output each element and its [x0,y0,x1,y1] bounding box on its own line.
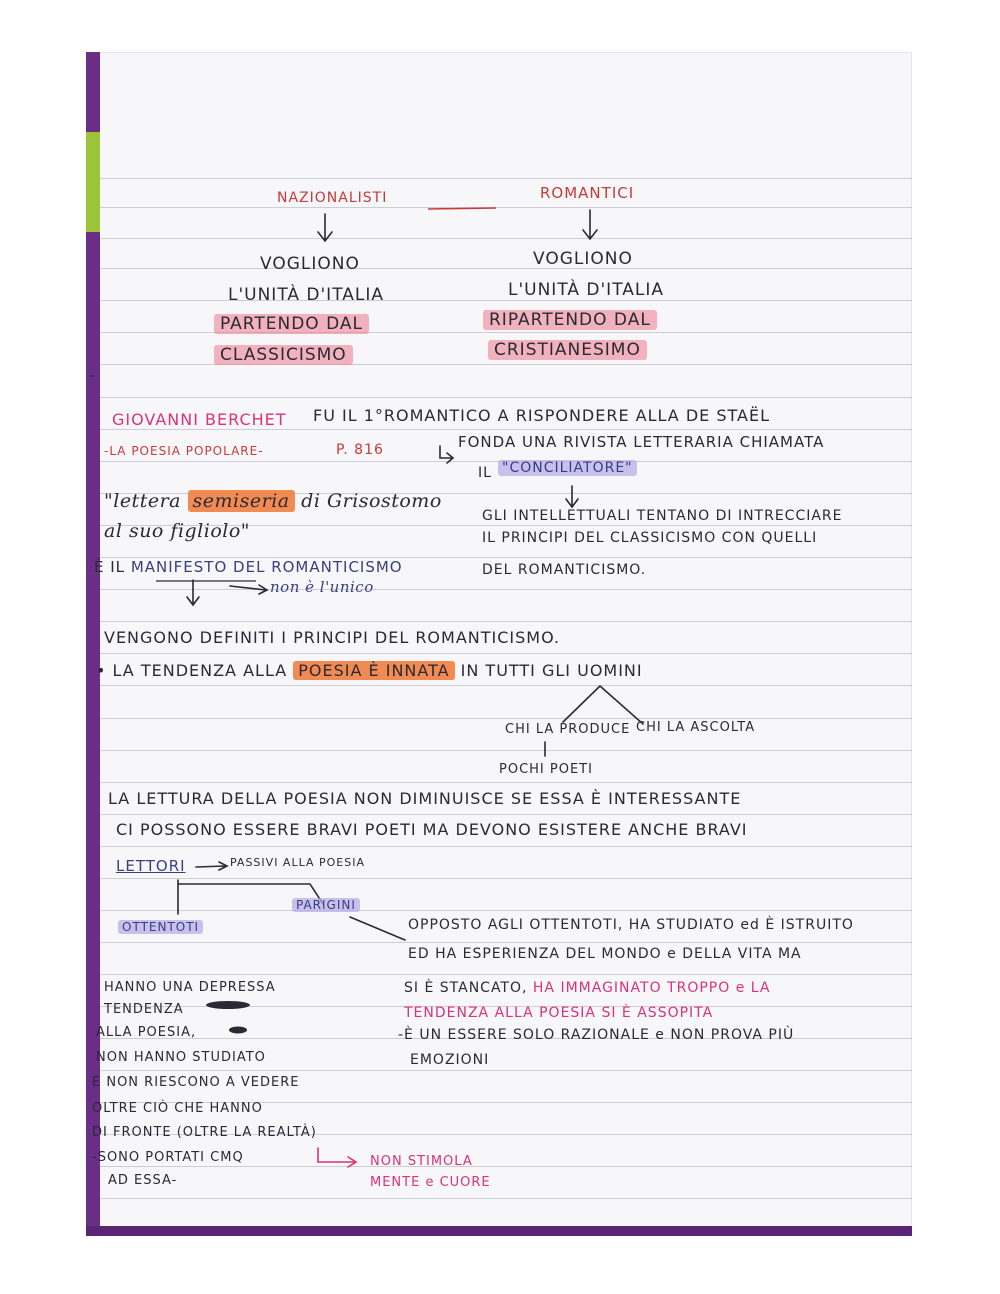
ottentoti-line9: AD ESSA- [108,1173,178,1188]
passivi-label: PASSIVI ALLA POESIA [230,856,365,869]
nazionalisti-line1: VOGLIONO [260,254,360,274]
manifesto-line [94,558,403,576]
lettura-line2: CI POSSONO ESSERE BRAVI POETI MA DEVONO ESISTERE ANCHE BRAVI [116,820,748,839]
parigini-line3a: SI È STANCATO, [404,980,528,996]
highlight-semiseria: semiseria [188,490,295,512]
berchet-name: GIOVANNI BERCHET [112,410,287,429]
arrow-down-icon [318,214,332,241]
ottentoti-label [118,920,203,934]
lettera-prefix: "lettera [104,490,181,512]
chi-la-produce: CHI LA PRODUCE [505,722,631,737]
header-underline [428,208,496,209]
intellettuali-line1: GLI INTELLETTUALI TENTANO DI INTRECCIARE [482,508,843,524]
ottentoti-line8: -SONO PORTATI CMQ [92,1150,244,1165]
intellettuali-line2: IL PRINCIPI DEL CLASSICISMO CON QUELLI [482,530,818,546]
highlight-poesia-innata: POESIA È INNATA [293,661,454,680]
parigini-line5: -È UN ESSERE SOLO RAZIONALE e NON PROVA PIÙ [398,1027,795,1043]
arrow-right-icon [230,585,267,594]
ottentoti-line1: HANNO UNA DEPRESSA [104,980,276,995]
lettera-line2: al suo figliolo" [104,520,251,542]
lettura-line1: LA LETTURA DELLA POESIA NON DIMINUISCE SE ESSA È INTERESSANTE [108,789,742,808]
scribble-mark [206,1001,250,1009]
parigini-line3 [404,980,770,996]
highlight-classicismo: CLASSICISMO [214,345,353,365]
romantici-header: ROMANTICI [540,184,635,202]
principi-heading: VENGONO DEFINITI I PRINCIPI DEL ROMANTICISMO. [104,628,561,647]
ottentoti-line2: TENDENZA [104,1002,184,1017]
parigini-line6: EMOZIONI [410,1052,490,1068]
non-stimola-line1: NON STIMOLA [370,1154,473,1169]
hook-arrow-icon [440,446,453,463]
arrow-right-icon [196,862,227,870]
romantici-line1: VOGLIONO [533,249,633,269]
parigini-line1: OPPOSTO AGLI OTTENTOTI, HA STUDIATO ed È ISTRUITO [408,917,854,933]
arrow-down-icon [583,210,597,239]
parigini-line2: ED HA ESPERIENZA DEL MONDO e DELLA VITA MA [408,946,802,962]
lettera-line1 [104,490,442,512]
parigini-line4: TENDENZA ALLA POESIA SI È ASSOPITA [404,1005,714,1021]
highlight-parigini: PARIGINI [292,898,360,912]
ottentoti-line7: DI FRONTE (OLTRE LA REALTÀ) [92,1125,317,1140]
highlight-conciliatore: "CONCILIATORE" [498,460,637,476]
principi-bullet [96,661,643,680]
ottentoti-line6: OLTRE CIÒ CHE HANNO [92,1101,263,1116]
ottentoti-line5: E NON RIESCONO A VEDERE [92,1075,300,1090]
page-reference: P. 816 [336,442,384,458]
parigini-label [292,898,360,912]
il-label: IL [478,465,492,481]
pochi-poeti: POCHI POETI [499,762,593,777]
poesia-popolare: -LA POESIA POPOLARE- [104,444,264,458]
romantici-line3 [483,310,657,330]
romantici-line2: L'UNITÀ D'ITALIA [508,280,665,300]
scribble-mark [229,1027,247,1034]
connector-line [350,917,405,940]
nazionalisti-line3 [214,314,369,334]
ottentoti-line3: ALLA POESIA, [96,1025,197,1040]
bullet-prefix: • LA TENDENZA ALLA [96,661,288,680]
branch-lines [563,686,643,724]
highlight-cristianesimo: CRISTIANESIMO [488,340,647,360]
nazionalisti-line4 [214,345,353,365]
highlight-partendo: PARTENDO DAL [214,314,369,334]
conciliatore-title [498,460,637,476]
arrow-down-icon [566,486,578,507]
arrow-down-icon [187,580,199,605]
intellettuali-line3: DEL ROMANTICISMO. [482,562,647,578]
ottentoti-line4: NON HANNO STUDIATO [96,1050,266,1065]
manifesto-prefix: È IL [94,558,126,576]
nazionalisti-header: NAZIONALISTI [277,190,388,206]
berchet-sentence: FU IL 1°ROMANTICO A RISPONDERE ALLA DE STAËL [313,406,770,425]
non-stimola-line2: MENTE e CUORE [370,1175,491,1190]
bullet-suffix: IN TUTTI GLI UOMINI [460,661,643,680]
lettori-label: LETTORI [116,857,186,875]
lettera-suffix: di Grisostomo [301,490,442,512]
manifesto-suffix: DEL ROMANTICISMO [233,558,403,576]
manifesto-word: MANIFESTO [130,558,228,576]
parigini-line3b: HA IMMAGINATO TROPPO e LA [532,980,771,996]
highlight-ripartendo: RIPARTENDO DAL [483,310,657,330]
hook-arrow-icon [318,1148,356,1167]
highlight-ottentoti: OTTENTOTI [118,920,203,934]
chi-la-ascolta: CHI LA ASCOLTA [636,720,756,735]
fonda-rivista: FONDA UNA RIVISTA LETTERARIA CHIAMATA [458,433,825,451]
non-unico-note: non è l'unico [270,578,374,596]
romantici-line4 [488,340,647,360]
nazionalisti-line2: L'UNITÀ D'ITALIA [228,285,385,305]
